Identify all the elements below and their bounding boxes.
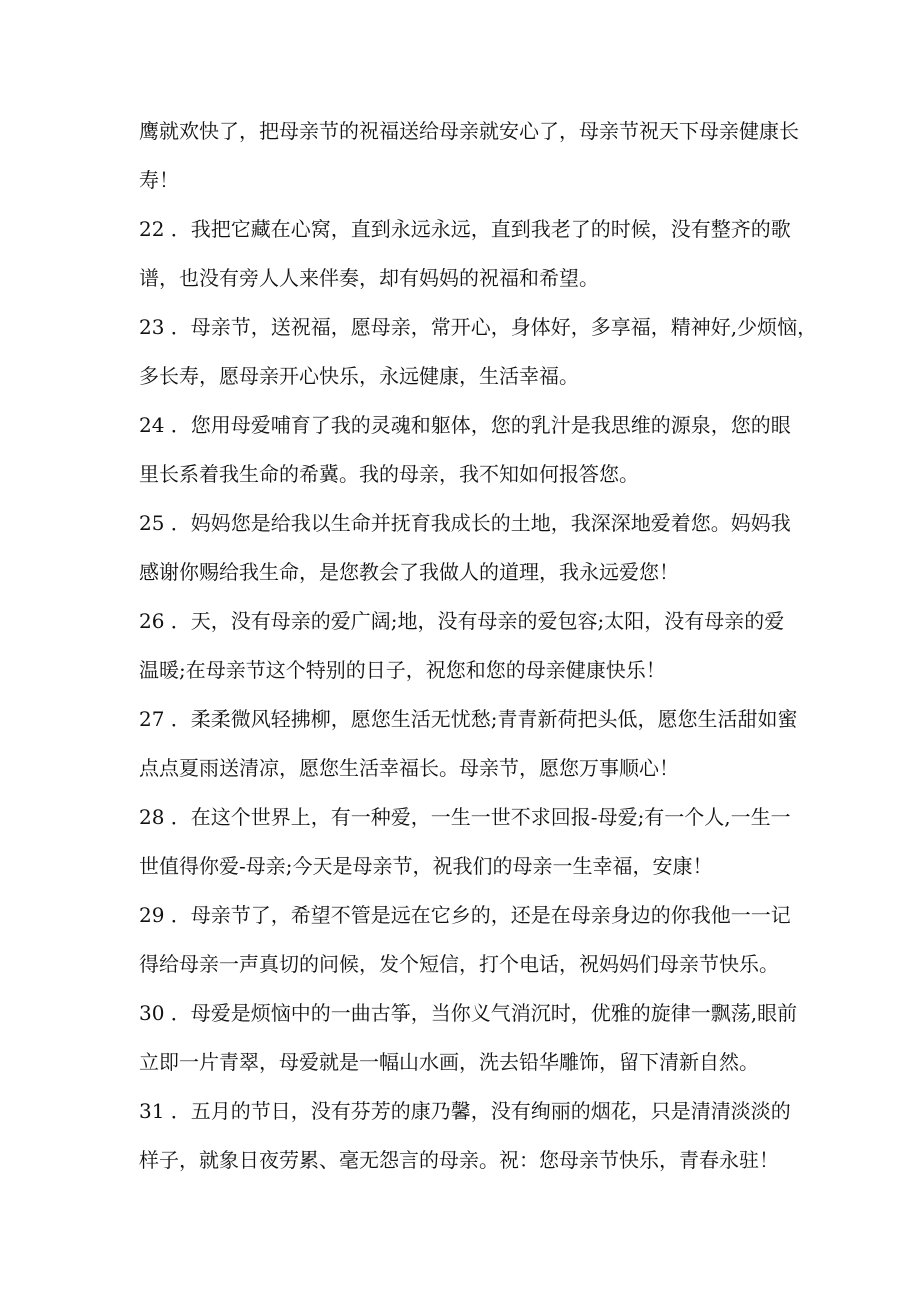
text-line: 27 ．柔柔微风轻拂柳，愿您生活无忧愁;青青新荷把头低，愿您生活甜如蜜 bbox=[139, 707, 798, 731]
text-line: 世值得你爱-母亲;今天是母亲节，祝我们的母亲一生幸福，安康！ bbox=[139, 854, 713, 878]
text-line: 鹰就欢快了，把母亲节的祝福送给母亲就安心了，母亲节祝天下母亲健康长 bbox=[139, 119, 799, 143]
paragraph-item-22 bbox=[139, 205, 799, 303]
text-line: 30 ．母爱是烦恼中的一曲古筝，当你义气消沉时，优雅的旋律一飘荡,眼前 bbox=[139, 1001, 798, 1025]
text-line: 感谢你赐给我生命，是您教会了我做人的道理，我永远爱您！ bbox=[139, 560, 679, 584]
text-line: 26 ．天，没有母亲的爱广阔;地，没有母亲的爱包容;太阳，没有母亲的爱 bbox=[139, 609, 785, 633]
text-line: 温暖;在母亲节这个特别的日子，祝您和您的母亲健康快乐！ bbox=[139, 658, 666, 682]
document-body bbox=[139, 107, 818, 1185]
text-line: 点点夏雨送清凉，愿您生活幸福长。母亲节，愿您万事顺心！ bbox=[139, 756, 679, 780]
text-line: 多长寿，愿母亲开心快乐，永远健康，生活幸福。 bbox=[139, 364, 579, 388]
paragraph-item-29 bbox=[139, 891, 799, 989]
paragraph-item-26 bbox=[139, 597, 799, 695]
text-line: 23 ．母亲节，送祝福，愿母亲，常开心，身体好，多享福，精神好,少烦恼， bbox=[139, 315, 818, 339]
text-line: 立即一片青翠，母爱就是一幅山水画，洗去铅华雕饰，留下清新自然。 bbox=[139, 1050, 759, 1074]
paragraph-item-25 bbox=[139, 499, 799, 597]
text-line: 22 ．我把它藏在心窝，直到永远永远，直到我老了的时候，没有整齐的歌 bbox=[139, 217, 791, 241]
paragraph-item-27 bbox=[139, 695, 799, 793]
paragraph-item-31 bbox=[139, 1087, 799, 1185]
text-line: 寿！ bbox=[139, 168, 179, 192]
text-line: 里长系着我生命的希冀。我的母亲，我不知如何报答您。 bbox=[139, 462, 639, 486]
text-line: 28 ．在这个世界上，有一种爱，一生一世不求回报-母爱;有一个人,一生一 bbox=[139, 805, 791, 829]
text-line: 29 ．母亲节了，希望不管是远在它乡的，还是在母亲身边的你我他一一记 bbox=[139, 903, 791, 927]
text-line: 24 ．您用母爱哺育了我的灵魂和躯体，您的乳汁是我思维的源泉，您的眼 bbox=[139, 413, 791, 437]
text-line: 样子，就象日夜劳累、毫无怨言的母亲。祝：您母亲节快乐，青春永驻！ bbox=[139, 1148, 779, 1172]
text-line: 谱，也没有旁人人来伴奏，却有妈妈的祝福和希望。 bbox=[139, 266, 599, 290]
paragraph-item-23 bbox=[139, 303, 818, 401]
text-line: 25 ．妈妈您是给我以生命并抚育我成长的土地，我深深地爱着您。妈妈我 bbox=[139, 511, 791, 535]
paragraph-item-24 bbox=[139, 401, 799, 499]
paragraph-item-30 bbox=[139, 989, 799, 1087]
paragraph-continuation bbox=[139, 107, 799, 205]
text-line: 31 ．五月的节日，没有芬芳的康乃馨，没有绚丽的烟花，只是清清淡淡的 bbox=[139, 1099, 791, 1123]
paragraph-item-28 bbox=[139, 793, 799, 891]
text-line: 得给母亲一声真切的问候，发个短信，打个电话，祝妈妈们母亲节快乐。 bbox=[139, 952, 779, 976]
